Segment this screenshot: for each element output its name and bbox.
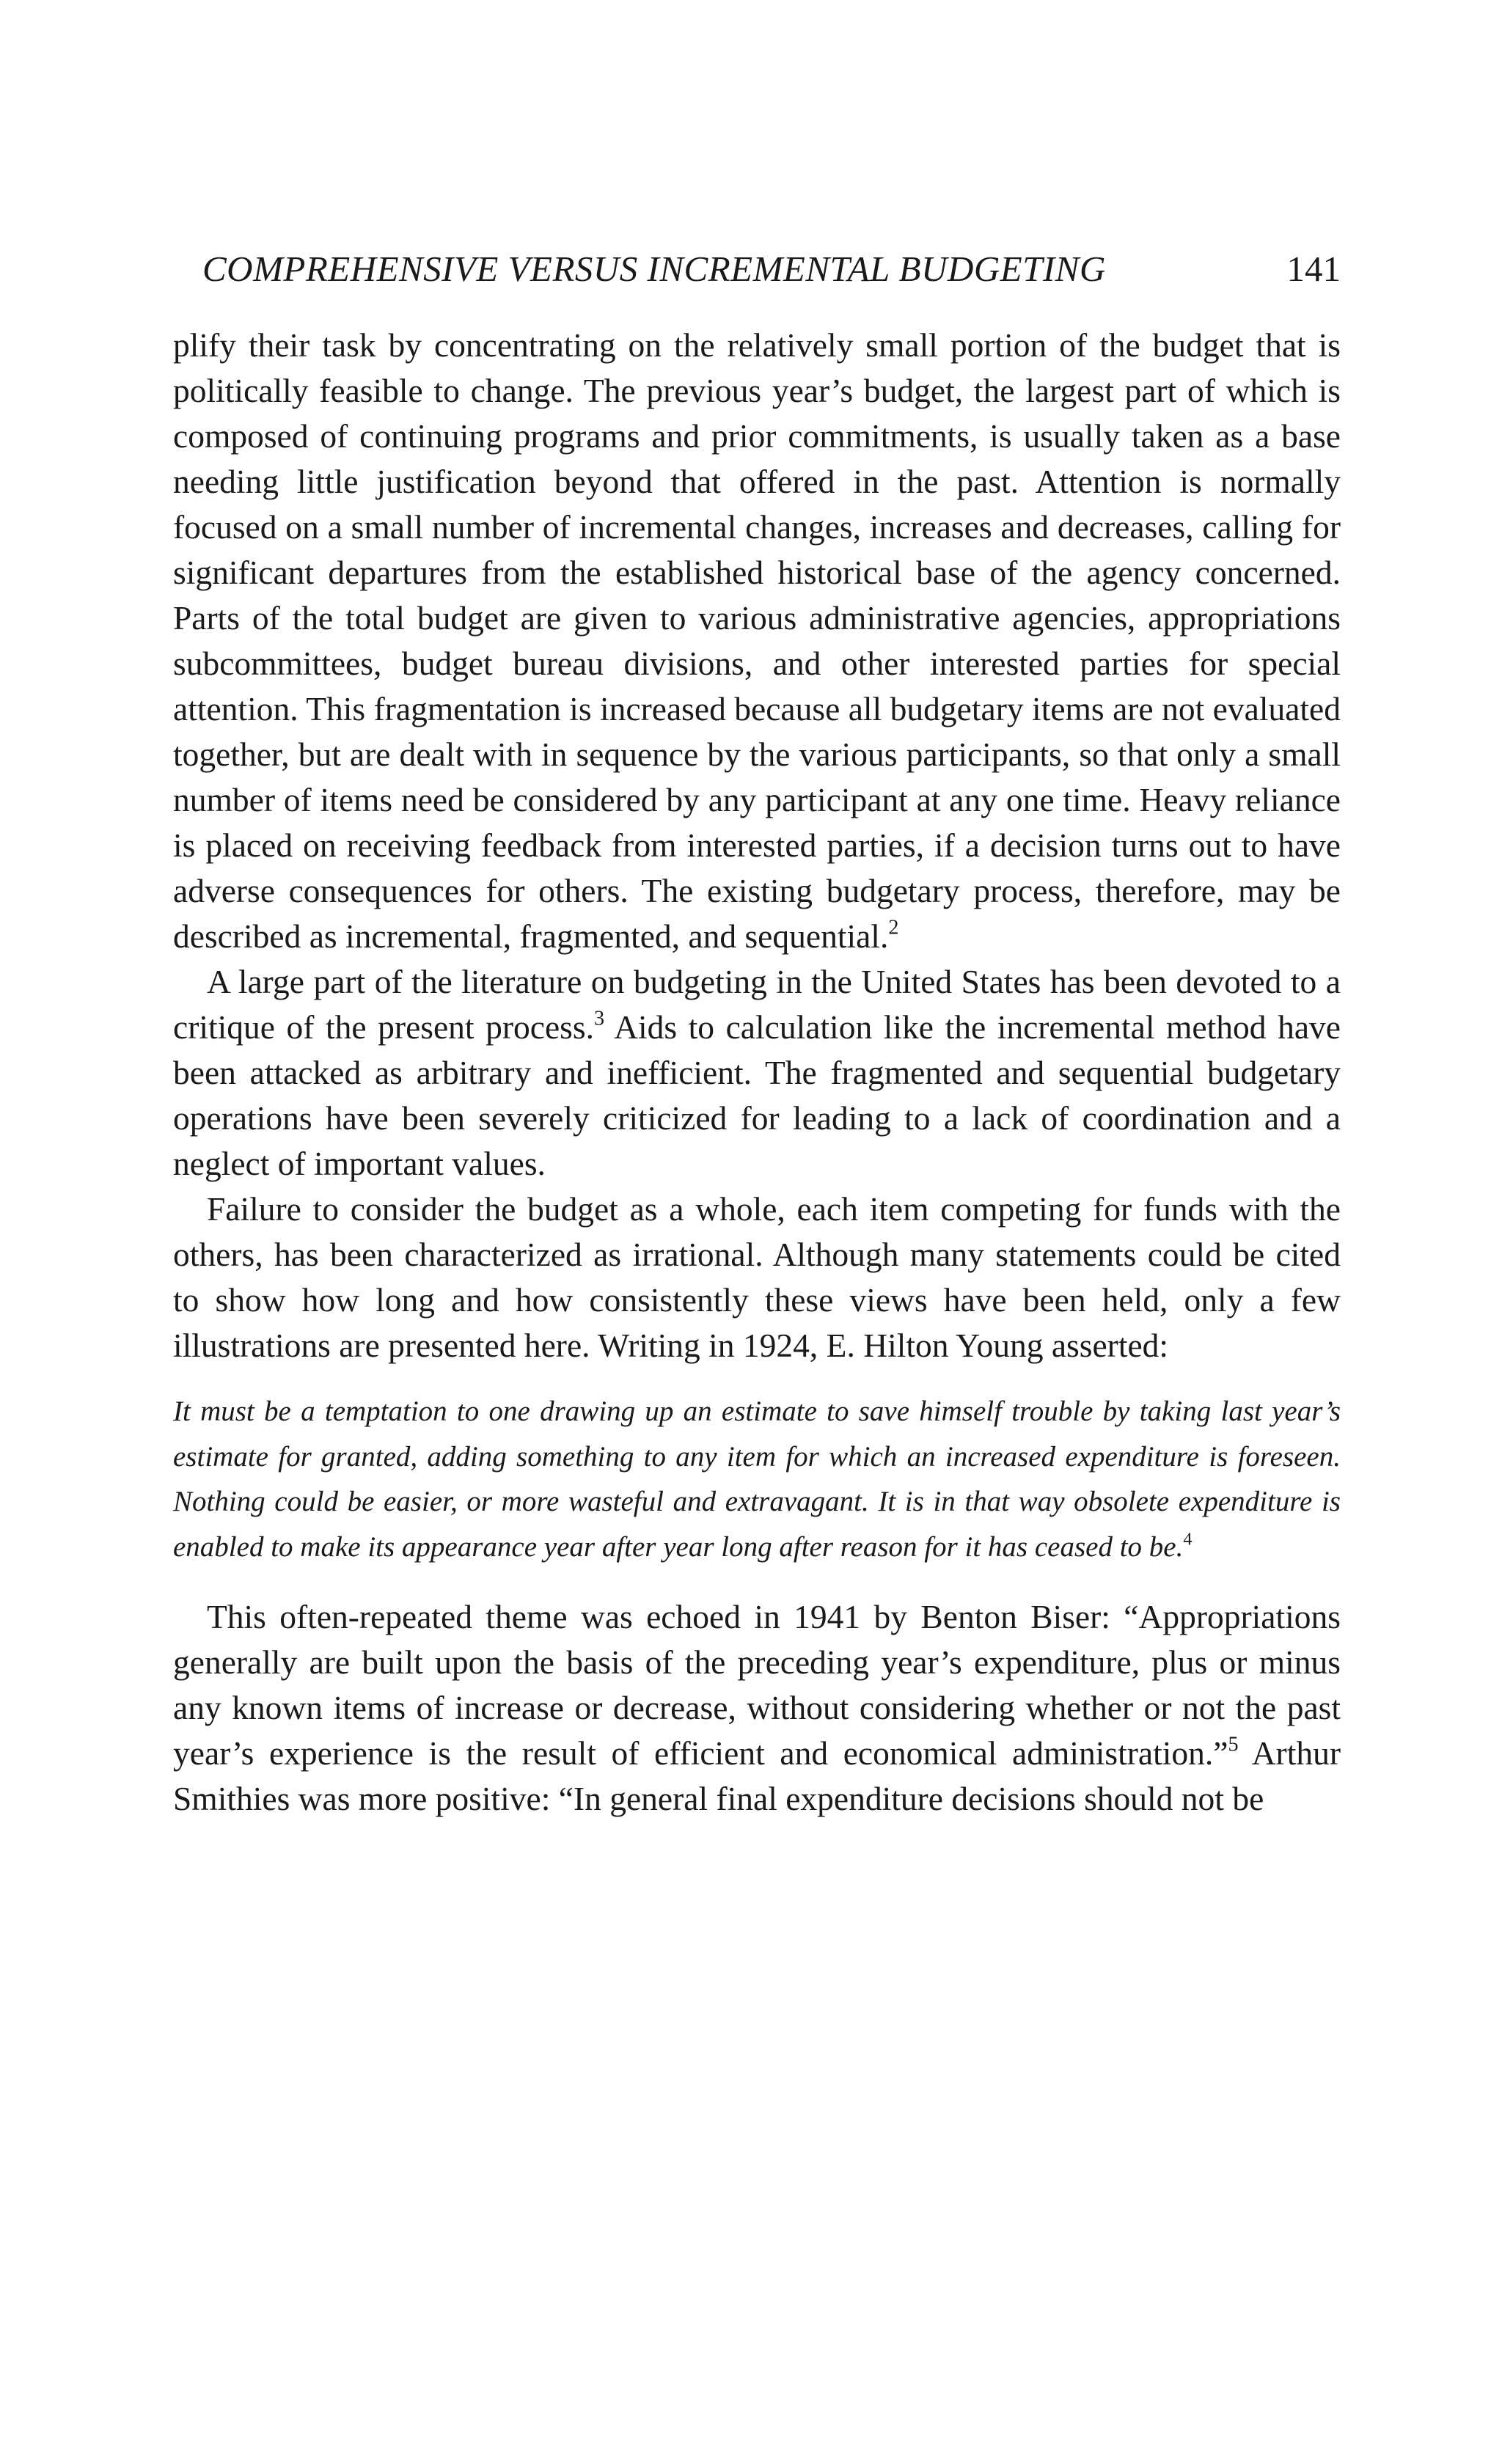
page-number: 141 — [1286, 249, 1341, 289]
paragraph-continuation — [173, 323, 1341, 959]
paragraph-text-continued: Aids to calculation like the incremental method have been attacked as arbitrary and inefficient. The fragmented and sequential budgetary operations have been severely criticized for leading to a lack of coordination and a neglect of important values. — [173, 1008, 1341, 1182]
paragraph-text: A large part of the literature on budgeting in the United States has been devoted to a critique of the present process. — [173, 963, 1341, 1046]
running-head — [173, 243, 1341, 295]
footnote-marker: 2 — [888, 916, 899, 939]
paragraph-irrational — [173, 1187, 1341, 1368]
chapter-running-title: COMPREHENSIVE VERSUS INCREMENTAL BUDGETING — [202, 249, 1106, 289]
paragraph-text: This often-repeated theme was echoed in 1941 by Benton Biser: “Appropriations generally are built upon the basis of the preceding year’s expenditure, plus or minus any known items of increase or decrease, without considering whether or not the past year’s experience is the result of efficient and economical administration.” — [173, 1598, 1341, 1772]
footnote-marker: 5 — [1228, 1733, 1239, 1756]
paragraph-text: Failure to consider the budget as a whole, each item competing for funds with the others, has been characterized as irrational. Although many statements could be cited to show how long and how consistently these views have been held, only a few illustrations are presented here. Writing in 1924, E. Hilton Young asserted: — [173, 1190, 1341, 1364]
footnote-marker: 3 — [593, 1007, 605, 1030]
body-text — [173, 323, 1341, 1822]
paragraph-critique — [173, 959, 1341, 1187]
quote-text: It must be a temptation to one drawing up an estimate to save himself trouble by taking last year’s estimate for granted, adding something to any item for which an increased expenditure is foreseen. Nothing could be easier, or more wasteful and extravagant. It is in that way obsolete expenditure is enabled to make its appearance year after year long after reason for it has ceased to be. — [173, 1396, 1341, 1563]
paragraph-text-continued: Arthur Smithies was more positive: “In general final expenditure decisions should not be — [173, 1734, 1341, 1817]
block-quote — [173, 1389, 1341, 1569]
paragraph-text: plify their task by concentrating on the relatively small portion of the budget that is politically feasible to change. The previous year’s budget, the largest part of which is composed of continuing programs and prior commitments, is usually taken as a base needing little justification beyond that offered in the past. Attention is normally focused on a small number of incremental changes, increases and decreases, calling for significant departures from the established historical base of the agency concerned. Parts of the total budget are given to various administrative agencies, appropriations subcommittees, budget bureau divisions, and other interested parties for special attention. This fragmentation is increased because all budgetary items are not evaluated together, but are dealt with in sequence by the various participants, so that only a small number of items need be considered by any participant at any one time. Heavy reliance is placed on receiving feedback from interested parties, if a decision turns out to have adverse consequences for others. The existing budgetary process, therefore, may be described as incremental, fragmented, and sequential. — [173, 326, 1341, 955]
footnote-marker: 4 — [1183, 1528, 1193, 1549]
paragraph-biser — [173, 1594, 1341, 1822]
